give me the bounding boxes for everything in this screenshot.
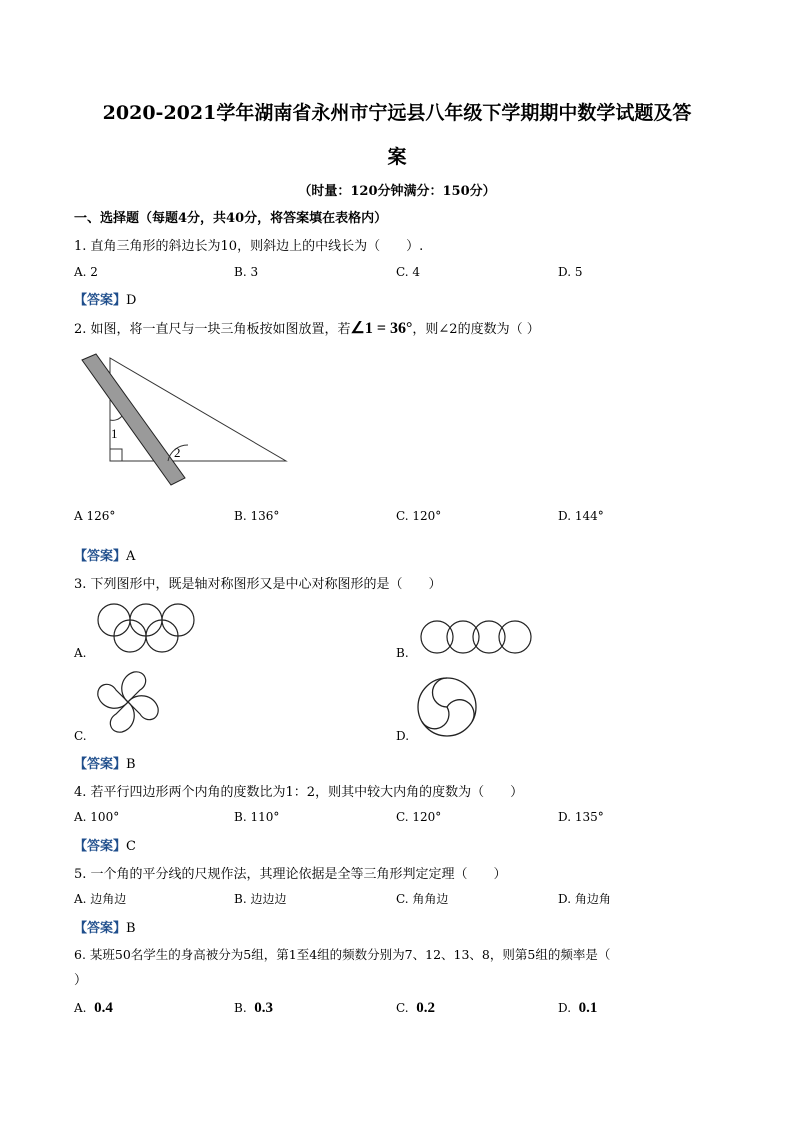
q6-option-a	[74, 1000, 113, 1017]
q3-answer	[74, 753, 136, 772]
q1-option-d: D. 5	[558, 265, 583, 279]
option-letter: D.	[558, 1001, 572, 1015]
section-heading: 一、选择题（每题4分，共40分，将答案填在表格内）	[74, 211, 388, 226]
option-letter: A.	[74, 1001, 87, 1015]
four-circles-figure	[418, 618, 528, 658]
pinwheel-figure	[90, 664, 170, 744]
q4-answer	[74, 835, 136, 854]
answer-tag: 【答案】	[74, 757, 127, 772]
q2-answer	[74, 545, 135, 564]
q3-option-a: A.	[74, 646, 87, 660]
answer-value: A	[126, 549, 136, 564]
q4-option-a: A. 100°	[74, 810, 120, 824]
q2-angle-condition: ∠1 = 36°	[350, 320, 413, 337]
page-title: 2020-2021学年湖南省永州市宁远县八年级下学期期中数学试题及答	[102, 102, 692, 124]
q2-text-start: 2. 如图，将一直尺与一块三角板按如图放置，若	[74, 322, 351, 337]
olympic-rings-figure	[94, 602, 204, 662]
answer-value: C	[126, 839, 136, 854]
q1-option-a: A. 2	[74, 265, 98, 279]
ruler-triangle-figure	[78, 348, 318, 488]
q2-text-end: ，则∠2的度数为（ ）	[412, 322, 540, 337]
question-5: 5. 一个角的平分线的尺规作法，其理论依据是全等三角形判定定理（ ）	[74, 867, 507, 882]
answer-tag: 【答案】	[74, 293, 127, 308]
q5-option-b: B. 边边边	[234, 892, 287, 906]
triskelion-circle-figure	[416, 676, 480, 740]
question-1: 1. 直角三角形的斜边长为10，则斜边上的中线长为（ ）.	[74, 239, 424, 254]
answer-value: B	[126, 757, 136, 772]
q2-option-c: C. 120°	[396, 509, 442, 523]
q2-option-d: D. 144°	[558, 509, 604, 523]
option-value: 0.2	[416, 1000, 435, 1016]
right-angle-mark	[110, 449, 122, 461]
q5-option-d: D. 角边角	[558, 892, 611, 906]
q5-option-c: C. 角角边	[396, 892, 449, 906]
q6-option-c	[396, 1000, 435, 1017]
q1-answer	[74, 289, 136, 308]
page-title-cont: 案	[387, 146, 407, 168]
q2-option-b: B. 136°	[234, 509, 280, 523]
angle-1-label: 1	[111, 426, 118, 441]
q6-option-d	[558, 1000, 597, 1017]
q4-option-d: D. 135°	[558, 810, 604, 824]
question-6: 6. 某班50名学生的身高被分为5组，第1至4组的频数分别为7、12、13、8，则第5组的频率是（	[74, 947, 611, 962]
q3-option-d: D.	[396, 729, 410, 743]
q1-option-b: B. 3	[234, 265, 259, 279]
answer-tag: 【答案】	[74, 921, 127, 936]
q3-option-c: C.	[74, 729, 87, 743]
q2-option-a: A 126°	[74, 509, 116, 523]
ruler-shape	[82, 354, 185, 485]
option-value: 0.1	[578, 1000, 598, 1016]
answer-value: B	[126, 921, 136, 936]
q4-option-c: C. 120°	[396, 810, 442, 824]
angle-2-label: 2	[174, 445, 181, 460]
question-2	[74, 318, 540, 338]
q4-option-b: B. 110°	[234, 810, 280, 824]
angle-1-arc	[110, 416, 122, 420]
question-6-cont: ）	[74, 973, 88, 988]
option-letter: B.	[234, 1001, 247, 1015]
q3-option-b: B.	[396, 646, 409, 660]
q5-answer	[74, 917, 136, 936]
option-letter: C.	[396, 1001, 409, 1015]
answer-tag: 【答案】	[74, 839, 127, 854]
q5-option-a: A. 边角边	[74, 892, 127, 906]
question-3: 3. 下列图形中，既是轴对称图形又是中心对称图形的是（ ）	[74, 577, 442, 592]
q6-option-b	[234, 1000, 273, 1017]
question-4: 4. 若平行四边形两个内角的度数比为1：2，则其中较大内角的度数为（ ）	[74, 785, 524, 800]
answer-value: D	[126, 293, 137, 308]
answer-tag: 【答案】	[74, 549, 127, 564]
option-value: 0.4	[94, 1000, 113, 1016]
exam-info: （时量：120分钟满分：150分）	[298, 184, 496, 199]
option-value: 0.3	[254, 1000, 274, 1016]
q1-option-c: C. 4	[396, 265, 421, 279]
